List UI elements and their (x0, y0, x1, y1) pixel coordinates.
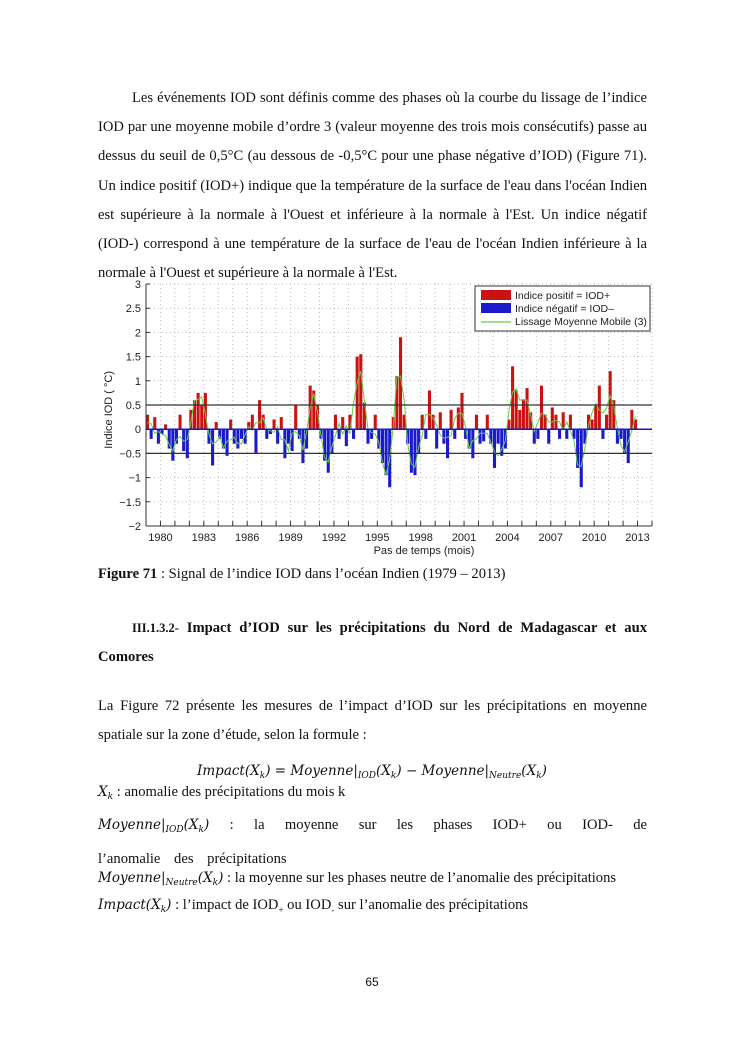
positive-bar (591, 420, 594, 430)
legend-label: Indice positif = IOD+ (515, 290, 611, 302)
negative-bar (287, 429, 290, 444)
y-tick-label: 3 (134, 279, 141, 291)
y-tick-label: 0.5 (125, 400, 141, 412)
negative-bar (601, 429, 604, 439)
legend-swatch (481, 290, 511, 300)
y-tick-label: 2.5 (125, 303, 141, 316)
figure-caption-text: : Signal de l’indice IOD dans l’océan Indien (1979 – 2013) (157, 566, 506, 582)
negative-bar (442, 429, 445, 444)
positive-bar (439, 412, 442, 429)
positive-bar (229, 420, 232, 430)
formula-sub: k (198, 825, 205, 835)
positive-bar (526, 388, 529, 429)
x-tick-label: 1992 (321, 532, 347, 544)
y-tick-label: −1 (128, 472, 141, 485)
formula-part: ) − Moyenne| (396, 763, 490, 779)
negative-bar (254, 429, 257, 453)
x-tick-label: 1980 (148, 532, 173, 544)
positive-bar (200, 405, 203, 429)
definition-moyenne-iod: $Moyenne|_{IOD}(X_k)$ : la moyenne sur les phases IOD+ ou IOD- de l’anomalie des précipitations (98, 817, 647, 867)
x-tick-label: 2013 (625, 532, 650, 544)
definition-text: : l’impact de IOD (171, 897, 279, 913)
negative-bar (619, 429, 622, 439)
positive-bar (294, 405, 297, 429)
formula-part: (X (521, 763, 537, 779)
negative-bar (435, 429, 438, 448)
positive-bar (428, 390, 431, 429)
negative-bar (424, 429, 427, 439)
x-tick-label: 1983 (191, 532, 217, 544)
x-tick-label: 2007 (538, 532, 564, 544)
positive-bar (515, 390, 518, 429)
formula-part: (X (376, 763, 391, 779)
negative-bar (345, 429, 348, 446)
legend-label: Lissage Moyenne Mobile (3) (515, 316, 647, 328)
negative-bar (558, 429, 561, 439)
definition-text: : la moyenne sur les phases IOD+ ou IOD- de l’anomalie des précipitations (98, 817, 647, 867)
positive-bar (475, 415, 478, 430)
positive-bar (215, 422, 218, 429)
paragraph-1-text: Les événements IOD sont définis comme des phases où la courbe du lissage de l’indice IOD par une moyenne mobile d’ordre 3 (valeur moyenne des trois mois consécutifs) passe au dessus du seuil de 0,5°C (au dessous de -0,5°C pour une phase négative d’IOD) (Figure 71). Un indice positif (IOD+) indique que la température de la surface de l'eau dans l'océan Indien est supérieure à la normale à l'Ouest et inférieure à la normale à l'Est. Un indice négatif (IOD-) correspond à une température de la surface de l'eau de l'océan Indien inférieure à la normale à l'Ouest et supérieure à la normale à l'Est. (98, 90, 647, 282)
impact-formula (0, 763, 744, 781)
subscript-minus: - (331, 904, 335, 915)
x-tick-label: 1986 (234, 532, 260, 544)
positive-bar (460, 393, 463, 429)
negative-bar (366, 429, 369, 444)
subscript-plus: + (278, 904, 284, 915)
formula-sub: k (107, 792, 114, 802)
positive-bar (153, 417, 156, 429)
y-tick-label: 0 (134, 424, 141, 437)
formula-sub: Neutre (489, 771, 522, 781)
definition-text: sur l’anomalie des précipitations (334, 897, 529, 913)
negative-bar (211, 429, 214, 465)
negative-bar (352, 429, 355, 439)
section-number: III.1.3.2- (132, 621, 179, 635)
formula-part: Impact(X (197, 763, 260, 779)
legend-swatch (481, 303, 511, 313)
positive-bar (334, 415, 337, 430)
positive-bar (551, 407, 554, 429)
formula-sub: IOD (165, 825, 184, 835)
positive-bar (374, 415, 377, 430)
positive-bar (280, 417, 283, 429)
formula-sub: k (390, 771, 397, 781)
page-number: 65 (365, 975, 379, 989)
negative-bar (327, 429, 330, 473)
negative-bar (536, 429, 539, 439)
positive-bar (518, 410, 521, 429)
positive-bar (356, 357, 359, 430)
negative-bar (565, 429, 568, 439)
x-tick-label: 2004 (495, 532, 520, 544)
negative-bar (410, 429, 413, 473)
figure-caption (98, 566, 505, 583)
negative-bar (265, 429, 268, 439)
negative-bar (497, 429, 500, 444)
formula-sub: Neutre (165, 878, 198, 888)
positive-bar (540, 386, 543, 430)
negative-bar (233, 429, 236, 444)
positive-bar (486, 415, 489, 430)
formula-part: ) = Moyenne| (265, 763, 358, 779)
positive-bar (569, 415, 572, 430)
y-tick-label: −0.5 (119, 448, 141, 461)
positive-bar (554, 415, 557, 430)
negative-bar (413, 429, 416, 475)
iod-chart-svg (95, 272, 665, 562)
x-tick-label: 1998 (408, 532, 433, 544)
x-tick-label: 1989 (278, 532, 303, 544)
x-axis-label: Pas de temps (mois) (373, 545, 475, 557)
section-title: Impact d’IOD sur les précipitations du Nord de Madagascar et aux Comores (98, 620, 647, 665)
x-tick-label: 1995 (365, 532, 390, 544)
negative-bar (547, 429, 550, 444)
formula-sub: k (212, 878, 219, 888)
x-tick-label: 2010 (581, 532, 607, 544)
y-tick-label: −1.5 (119, 496, 141, 509)
positive-bar (605, 415, 608, 430)
negative-bar (171, 429, 174, 460)
positive-bar (594, 405, 597, 429)
body-paragraph-1 (98, 84, 647, 288)
definition-moyenne-neutre: $Moyenne|_{Neutre}(X_k)$ : la moyenne sur les phases neutre de l’anomalie des précipitations (98, 870, 617, 888)
positive-bar (273, 420, 276, 430)
negative-bar (236, 429, 239, 448)
negative-bar (240, 429, 243, 439)
y-tick-label: 1 (134, 375, 141, 388)
body-paragraph-2: La Figure 72 présente les mesures de l’impact d’IOD sur les précipitations en moyenne spatiale sur la zone d’étude, selon la formule : (98, 698, 647, 743)
section-heading (98, 614, 647, 672)
positive-bar (457, 407, 460, 429)
y-tick-label: −2 (128, 521, 141, 533)
negative-bar (453, 429, 456, 439)
negative-bar (479, 429, 482, 444)
definition-xk: $X_k$ : anomalie des précipitations du mois k (98, 784, 346, 802)
negative-bar (150, 429, 153, 439)
y-tick-label: 2 (134, 327, 141, 340)
positive-bar (359, 354, 362, 429)
definition-text: : la moyenne sur les phases neutre de l’anomalie des précipitations (223, 870, 617, 886)
positive-bar (341, 417, 344, 429)
formula-part: ) (541, 763, 547, 779)
legend-label: Indice négatif = IOD– (515, 303, 614, 315)
formula-sub: IOD (357, 771, 377, 781)
y-tick-label: 1.5 (125, 351, 141, 364)
definition-impact: $Impact(X_k)$ : l’impact de $IOD_+$ ou $IOD_-$ sur l’anomalie des précipitations (98, 897, 529, 915)
figure-label: Figure 71 (98, 566, 158, 582)
iod-chart (95, 272, 665, 562)
formula-sub: k (259, 771, 266, 781)
definition-text: : anomalie des précipitations du mois k (113, 784, 346, 800)
positive-bar (179, 415, 182, 430)
formula-sub: k (160, 905, 167, 915)
positive-bar (450, 410, 453, 429)
y-axis-label: Indice IOD ( °C) (103, 370, 115, 449)
formula-sub: k (536, 771, 542, 781)
definition-text: ou IOD (283, 897, 332, 913)
negative-bar (482, 429, 485, 441)
negative-bar (338, 429, 341, 439)
x-tick-label: 2001 (451, 532, 477, 544)
